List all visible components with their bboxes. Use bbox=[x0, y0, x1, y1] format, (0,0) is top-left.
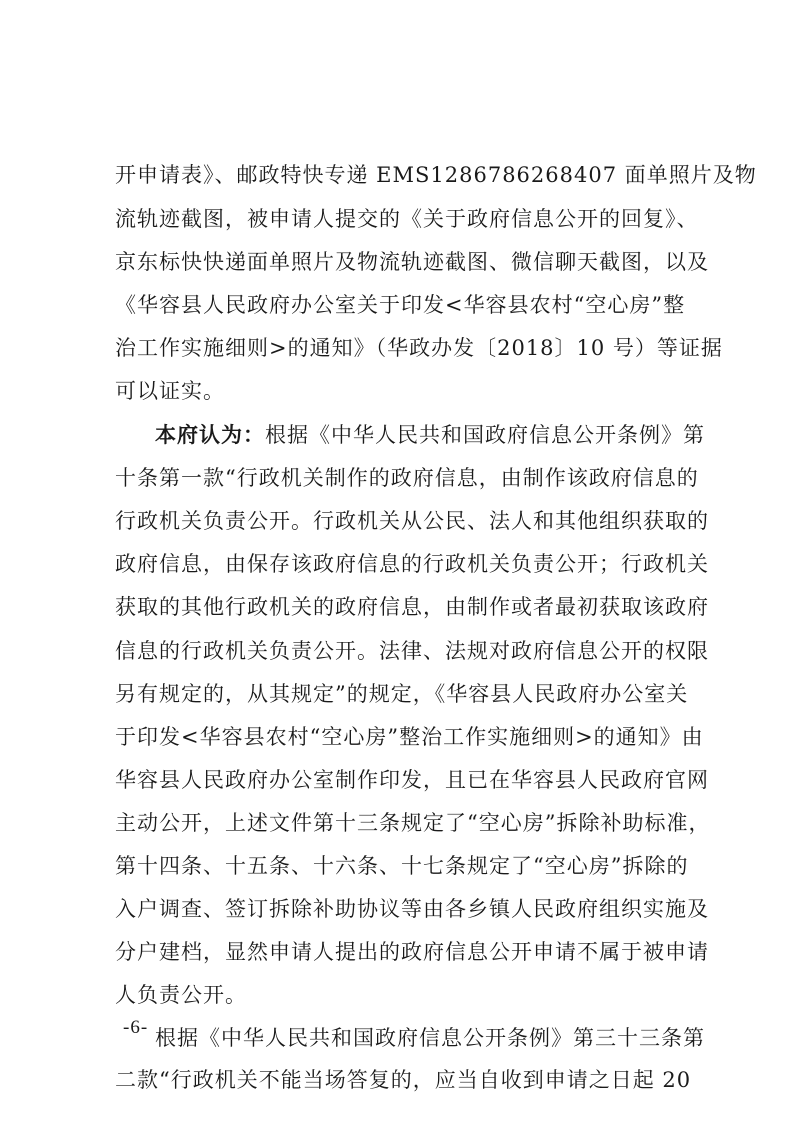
body-line-6: 可以证实。 bbox=[115, 379, 225, 403]
opening-line-text: 根据《中华人民共和国政府信息公开条例》第 bbox=[265, 423, 705, 447]
body-line-17: 第十四条、十五条、十六条、十七条规定了“空心房”拆除的 bbox=[115, 854, 689, 878]
bold-lead-text: 本府认为： bbox=[155, 423, 265, 447]
body-line-18: 入户调查、签订拆除补助协议等由各乡镇人民政府组织实施及 bbox=[115, 897, 709, 921]
body-line-20: 人负责公开。 bbox=[115, 983, 247, 1007]
body-line-9: 行政机关负责公开。行政机关从公民、法人和其他组织获取的 bbox=[115, 509, 709, 533]
body-line-15: 华容县人民政府办公室制作印发，且已在华容县人民政府官网 bbox=[115, 768, 709, 792]
body-line-5: 治工作实施细则>的通知》（华政办发〔2018〕10 号）等证据 bbox=[115, 336, 723, 360]
body-line-2: 流轨迹截图，被申请人提交的《关于政府信息公开的回复》、 bbox=[115, 207, 699, 231]
body-line-10: 政府信息，由保存该政府信息的行政机关负责公开；行政机关 bbox=[115, 552, 709, 576]
body-line-8: 十条第一款“行政机关制作的政府信息，由制作该政府信息的 bbox=[115, 466, 699, 490]
body-line-1: 开申请表》、邮政特快专递 EMS1286786268407 面单照片及物 bbox=[115, 163, 757, 187]
body-line-13: 另有规定的，从其规定”的规定，《华容县人民政府办公室关 bbox=[115, 682, 689, 706]
body-line-16: 主动公开，上述文件第十三条规定了“空心房”拆除补助标准， bbox=[115, 811, 711, 835]
body-line-21: 根据《中华人民共和国政府信息公开条例》第三十三条第 bbox=[155, 1026, 705, 1050]
body-line-11: 获取的其他行政机关的政府信息，由制作或者最初获取该政府 bbox=[115, 595, 709, 619]
paragraph-opening-line bbox=[155, 419, 705, 451]
body-line-22: 二款“行政机关不能当场答复的，应当自收到申请之日起 20 bbox=[115, 1068, 692, 1092]
body-line-19: 分户建档，显然申请人提出的政府信息公开申请不属于被申请 bbox=[115, 940, 709, 964]
body-line-12: 信息的行政机关负责公开。法律、法规对政府信息公开的权限 bbox=[115, 639, 709, 663]
body-line-4: 《华容县人民政府办公室关于印发<华容县农村“空心房”整 bbox=[115, 293, 686, 317]
body-line-3: 京东标快快递面单照片及物流轨迹截图、微信聊天截图，以及 bbox=[115, 250, 709, 274]
page-number: -6- bbox=[123, 1017, 149, 1038]
body-line-14: 于印发<华容县农村“空心房”整治工作实施细则>的通知》由 bbox=[115, 725, 704, 749]
